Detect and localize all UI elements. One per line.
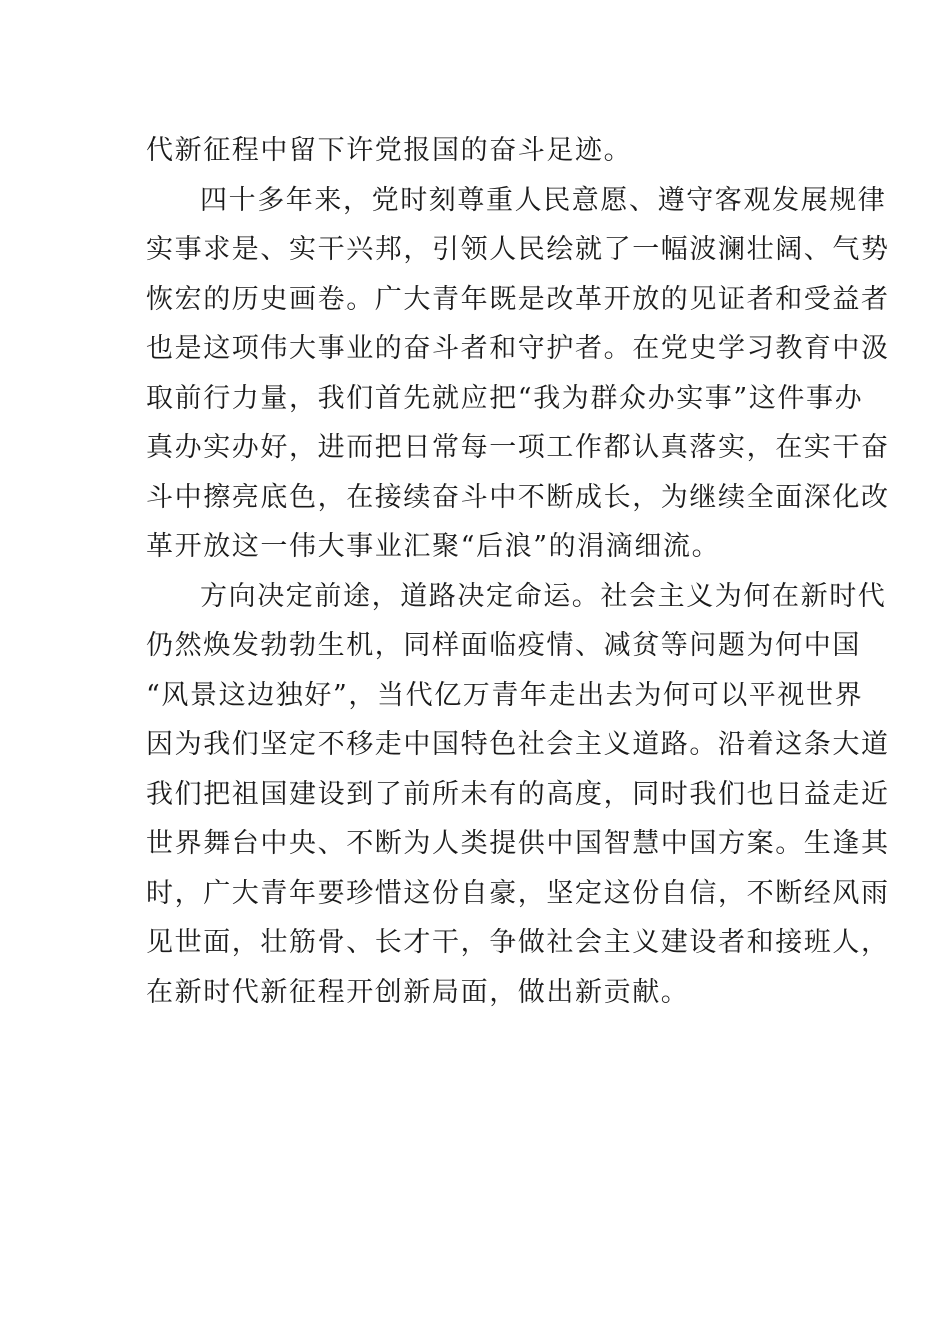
paragraph-2 — [146, 176, 890, 572]
paragraph-1 — [146, 126, 814, 176]
paragraph-line: 代新征程中留下许党报国的奋斗足迹。 — [146, 135, 633, 166]
paragraph-line: 在新时代新征程开创新局面，做出新贡献。 — [146, 976, 690, 1008]
paragraph-line: 世界舞台中央、不断为人类提供中国智慧中国方案。生逢其 — [146, 828, 890, 859]
paragraph-line: 见世面，壮筋骨、长才干，争做社会主义建设者和接班人， — [146, 927, 890, 958]
paragraph-3 — [146, 572, 890, 1018]
paragraph-line: 时，广大青年要珍惜这份自豪，坚定这份自信，不断经风雨 — [146, 877, 890, 909]
paragraph-line: 真办实办好，进而把日常每一项工作都认真落实，在实干奋 — [146, 432, 890, 463]
paragraph-line: 实事求是、实干兴邦，引领人民绘就了一幅波澜壮阔、气势 — [146, 234, 890, 265]
paragraph-line: 也是这项伟大事业的奋斗者和守护者。在党史学习教育中汲 — [146, 333, 890, 364]
paragraph-line: 四十多年来，党时刻尊重人民意愿、遵守客观发展规律 — [200, 184, 887, 216]
paragraph-line: 斗中擦亮底色，在接续奋斗中不断成长，为继续全面深化改 — [146, 481, 890, 513]
paragraph-line: 仍然焕发勃勃生机，同样面临疫情、减贫等问题为何中国 — [146, 630, 861, 661]
paragraph-line: 因为我们坚定不移走中国特色社会主义道路。沿着这条大道 — [146, 729, 890, 760]
paragraph-line: “风景这边独好”，当代亿万青年走出去为何可以平视世界 — [146, 679, 864, 711]
document-body — [146, 126, 890, 1017]
paragraph-line: 方向决定前途，道路决定命运。社会主义为何在新时代 — [200, 580, 887, 612]
paragraph-line: 恢宏的历史画卷。广大青年既是改革开放的见证者和受益者 — [146, 283, 890, 315]
paragraph-line: 取前行力量，我们首先就应把“我为群众办实事”这件事办 — [146, 382, 864, 414]
paragraph-line: 我们把祖国建设到了前所未有的高度，同时我们也日益走近 — [146, 778, 890, 810]
paragraph-line: 革开放这一伟大事业汇聚“后浪”的涓滴细流。 — [146, 531, 721, 562]
